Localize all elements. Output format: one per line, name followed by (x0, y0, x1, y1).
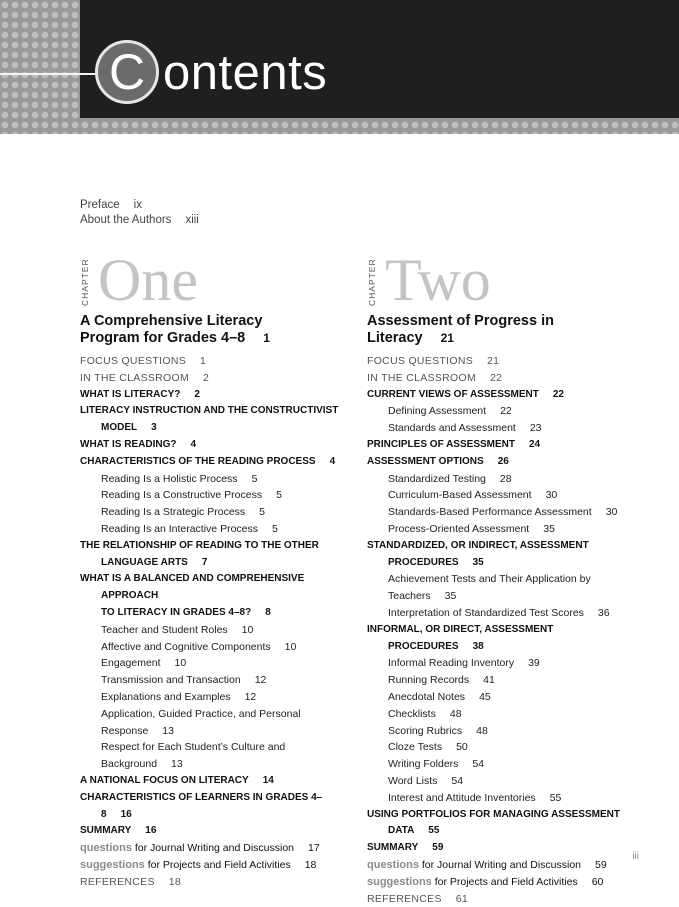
toc-entry-page: 39 (528, 657, 540, 669)
toc-entry-label: for Projects and Field Activities (435, 876, 578, 888)
toc-entry-label: Teacher and Student Roles (101, 624, 228, 636)
toc-entry-label: Affective and Cognitive Components (101, 641, 271, 653)
toc-entry-page: 17 (308, 842, 320, 854)
toc-entry-label: Application, Guided Practice, and Personal Response (101, 708, 301, 737)
front-matter-page: ix (134, 199, 142, 211)
toc-entry[interactable] (367, 454, 639, 471)
toc-entry-label: LITERACY INSTRUCTION AND THE CONSTRUCTIVIST (80, 405, 338, 416)
toc-entry-label: Reading Is a Holistic Process (101, 473, 238, 485)
toc-entry-label: Respect for Each Student’s Culture and Background (101, 741, 285, 770)
toc-entry[interactable] (367, 403, 639, 420)
toc-entry-page: 50 (456, 741, 468, 753)
toc-entry-page: 10 (285, 641, 297, 653)
toc-entry-label: Curriculum-Based Assessment (388, 489, 532, 501)
toc-entry-label: Checklists (388, 708, 436, 720)
toc-entry[interactable] (80, 672, 342, 689)
chapter-page: 1 (263, 331, 270, 345)
toc-entry-page: 30 (546, 489, 558, 501)
toc-entry[interactable] (80, 521, 342, 538)
toc-entry-keyword: questions (367, 859, 419, 871)
toc-entry[interactable] (80, 487, 342, 504)
toc-entry[interactable] (367, 706, 639, 723)
front-matter-page: xiii (185, 214, 198, 226)
toc-entry-label: THE RELATIONSHIP OF READING TO THE OTHER (80, 540, 319, 551)
toc-entry[interactable] (367, 420, 639, 437)
toc-entry-page: 2 (194, 389, 200, 400)
toc-entry[interactable] (367, 723, 639, 740)
front-matter (80, 198, 199, 228)
toc-entry-page: 24 (529, 439, 540, 450)
toc-entry[interactable] (367, 840, 639, 857)
toc-entry[interactable] (80, 874, 342, 891)
toc-entry[interactable] (80, 403, 342, 437)
toc-entry-page: 5 (259, 506, 265, 518)
toc-entry-label: Scoring Rubrics (388, 725, 462, 737)
toc-entry-label: WHAT IS A BALANCED AND COMPREHENSIVE APPROACH (80, 573, 304, 601)
chapter-two-entries (367, 353, 639, 907)
toc-entry[interactable] (80, 538, 342, 572)
toc-entry-label: INFORMAL, OR DIRECT, ASSESSMENT PROCEDURES (367, 624, 553, 652)
toc-entry-page: 38 (473, 641, 484, 652)
toc-entry-label: SUMMARY (80, 825, 131, 836)
chapter-label: CHAPTER (367, 262, 377, 306)
toc-entry[interactable] (80, 689, 342, 706)
chapter-number-word: Two (385, 248, 491, 312)
chapter-one-column (80, 252, 342, 891)
toc-entry-page: 1 (200, 355, 206, 367)
toc-entry-label: Standardized Testing (388, 473, 486, 485)
toc-entry[interactable] (367, 487, 639, 504)
toc-entry-page: 12 (245, 691, 257, 703)
toc-entry[interactable] (80, 773, 342, 790)
toc-entry-page: 13 (171, 758, 183, 770)
toc-entry-keyword: questions (80, 842, 132, 854)
toc-entry-label: IN THE CLASSROOM (367, 372, 476, 384)
toc-entry-page: 41 (483, 674, 495, 686)
toc-entry[interactable] (367, 437, 639, 454)
toc-entry-page: 59 (432, 842, 443, 853)
toc-entry-label: Engagement (101, 657, 161, 669)
toc-entry[interactable] (80, 437, 342, 454)
toc-entry-page: 23 (530, 422, 542, 434)
toc-entry[interactable] (80, 471, 342, 488)
toc-entry-label: for Projects and Field Activities (148, 859, 291, 871)
toc-entry[interactable] (367, 353, 639, 370)
toc-entry-label: STANDARDIZED, OR INDIRECT, ASSESSMENT (367, 540, 589, 551)
chapter-one-title[interactable] (80, 313, 342, 347)
chapter-number-word: One (98, 248, 198, 312)
toc-entry[interactable] (367, 571, 639, 605)
toc-entry-label: Informal Reading Inventory (388, 657, 514, 669)
toc-entry-label: Explanations and Examples (101, 691, 231, 703)
toc-entry[interactable] (367, 504, 639, 521)
toc-entry[interactable] (367, 807, 639, 841)
toc-entry[interactable] (367, 471, 639, 488)
toc-entry-page: 4 (330, 456, 336, 467)
toc-entry[interactable] (80, 454, 342, 471)
toc-entry[interactable] (80, 353, 342, 370)
toc-entry-page: 10 (242, 624, 254, 636)
toc-entry-label: USING PORTFOLIOS FOR MANAGING ASSESSMENT DATA (367, 809, 620, 837)
toc-entry[interactable] (367, 790, 639, 807)
toc-entry-page: 14 (263, 775, 274, 786)
toc-entry-label: PRINCIPLES OF ASSESSMENT (367, 439, 515, 450)
toc-entry-label: Standards and Assessment (388, 422, 516, 434)
page-title: ontents (163, 44, 327, 102)
toc-entry-label: SUMMARY (367, 842, 418, 853)
chapter-two-title[interactable] (367, 313, 639, 347)
toc-entry[interactable] (80, 739, 342, 773)
toc-entry-page: 45 (479, 691, 491, 703)
toc-entry[interactable] (367, 857, 639, 874)
toc-entry-page: 22 (490, 372, 502, 384)
toc-entry-page: 13 (162, 725, 174, 737)
chapter-one-entries (80, 353, 342, 891)
toc-entry[interactable] (80, 504, 342, 521)
toc-entry-page: 18 (169, 876, 181, 888)
toc-entry[interactable] (367, 773, 639, 790)
toc-entry-page: 28 (500, 473, 512, 485)
toc-entry-page: 48 (476, 725, 488, 737)
toc-entry-label: for Journal Writing and Discussion (135, 842, 294, 854)
toc-entry[interactable] (367, 521, 639, 538)
toc-entry[interactable] (367, 387, 639, 404)
toc-entry-keyword: suggestions (367, 876, 432, 888)
toc-entry-page: 3 (151, 422, 157, 433)
toc-entry[interactable] (367, 605, 639, 622)
toc-entry-label: FOCUS QUESTIONS (367, 355, 473, 367)
toc-entry[interactable] (367, 891, 639, 907)
toc-entry-page: 8 (265, 607, 271, 618)
toc-entry-page: 61 (456, 893, 468, 905)
toc-entry-label-continued: TO LITERACY IN GRADES 4–8? (101, 607, 251, 618)
toc-entry-page: 5 (252, 473, 258, 485)
toc-entry-label: CURRENT VIEWS OF ASSESSMENT (367, 389, 539, 400)
toc-entry-page: 54 (472, 758, 484, 770)
toc-entry-page: 60 (592, 876, 604, 888)
toc-entry-page: 48 (450, 708, 462, 720)
toc-entry-page: 7 (202, 557, 208, 568)
toc-entry[interactable] (80, 790, 342, 824)
toc-entry[interactable] (80, 370, 342, 387)
front-matter-item[interactable] (80, 213, 199, 228)
toc-entry-page: 35 (445, 590, 457, 602)
toc-entry-label: CHARACTERISTICS OF THE READING PROCESS (80, 456, 316, 467)
toc-entry-label: Defining Assessment (388, 405, 486, 417)
toc-entry-page: 16 (121, 809, 132, 820)
toc-entry-label-continued: PROCEDURES (388, 557, 459, 568)
front-matter-label: About the Authors (80, 214, 171, 226)
toc-entry-label: Achievement Tests and Their Application by Teachers (388, 573, 591, 602)
toc-entry-page: 21 (487, 355, 499, 367)
toc-entry-page: 5 (276, 489, 282, 501)
toc-entry-page: 4 (190, 439, 196, 450)
toc-entry-label: Process-Oriented Assessment (388, 523, 529, 535)
toc-entry[interactable] (80, 655, 342, 672)
toc-entry[interactable] (80, 706, 342, 740)
toc-entry-label: Running Records (388, 674, 469, 686)
toc-entry-label-continued: MODEL (101, 422, 137, 433)
toc-entry-label: Word Lists (388, 775, 437, 787)
toc-entry-label: FOCUS QUESTIONS (80, 355, 186, 367)
toc-entry-label: Writing Folders (388, 758, 458, 770)
toc-entry-label: WHAT IS LITERACY? (80, 389, 180, 400)
toc-entry-page: 2 (203, 372, 209, 384)
toc-entry-label: Anecdotal Notes (388, 691, 465, 703)
chapter-one-heading (80, 252, 342, 312)
toc-entry-label: Interest and Attitude Inventories (388, 792, 536, 804)
toc-entry-label: Reading Is a Strategic Process (101, 506, 245, 518)
front-matter-label: Preface (80, 199, 120, 211)
chapter-title-line: Assessment of Progress in Literacy (367, 313, 554, 346)
toc-entry-page: 55 (428, 825, 439, 836)
chapter-title-line: A Comprehensive Literacy (80, 313, 262, 329)
toc-entry[interactable] (80, 387, 342, 404)
toc-entry-page: 54 (451, 775, 463, 787)
chapter-label: CHAPTER (80, 262, 90, 306)
toc-entry[interactable] (367, 672, 639, 689)
toc-entry-label: REFERENCES (80, 876, 155, 888)
toc-entry-page: 10 (175, 657, 187, 669)
toc-entry-label: REFERENCES (367, 893, 442, 905)
toc-entry-keyword: suggestions (80, 859, 145, 871)
toc-entry-label: Standards-Based Performance Assessment (388, 506, 592, 518)
toc-entry-page: 16 (145, 825, 156, 836)
toc-entry[interactable] (80, 823, 342, 840)
toc-entry-page: 35 (473, 557, 484, 568)
toc-entry-label: IN THE CLASSROOM (80, 372, 189, 384)
toc-entry[interactable] (80, 639, 342, 656)
toc-entry[interactable] (367, 739, 639, 756)
toc-entry-page: 59 (595, 859, 607, 871)
toc-entry[interactable] (367, 874, 639, 891)
chapter-page: 21 (441, 331, 454, 345)
toc-entry[interactable] (367, 689, 639, 706)
toc-entry-label: for Journal Writing and Discussion (422, 859, 581, 871)
front-matter-item[interactable] (80, 198, 199, 213)
toc-entry-label: Reading Is an Interactive Process (101, 523, 258, 535)
toc-entry[interactable] (367, 622, 639, 656)
toc-entry-page: 26 (498, 456, 509, 467)
toc-entry[interactable] (367, 538, 639, 572)
chapter-title-line: Program for Grades 4–8 (80, 330, 245, 346)
toc-entry[interactable] (367, 370, 639, 387)
toc-entry-page: 22 (553, 389, 564, 400)
toc-entry-label: A NATIONAL FOCUS ON LITERACY (80, 775, 249, 786)
chapter-two-heading (367, 252, 639, 312)
toc-entry[interactable] (80, 571, 342, 621)
toc-entry-label-continued: LANGUAGE ARTS (101, 557, 188, 568)
toc-entry-page: 30 (606, 506, 618, 518)
toc-entry-page: 12 (255, 674, 267, 686)
title-initial-badge: C (95, 40, 159, 104)
toc-entry-page: 55 (550, 792, 562, 804)
toc-entry-page: 36 (598, 607, 610, 619)
toc-entry-page: 5 (272, 523, 278, 535)
toc-entry-page: 22 (500, 405, 512, 417)
page-folio: iii (632, 851, 639, 862)
toc-entry[interactable] (367, 655, 639, 672)
toc-entry-label: WHAT IS READING? (80, 439, 176, 450)
toc-entry-label: CHARACTERISTICS OF LEARNERS IN GRADES 4–8 (80, 792, 322, 820)
toc-entry-label: Reading Is a Constructive Process (101, 489, 262, 501)
toc-entry-page: 35 (543, 523, 555, 535)
toc-entry[interactable] (80, 840, 342, 857)
toc-entry-label: Interpretation of Standardized Test Scores (388, 607, 584, 619)
toc-entry-label: ASSESSMENT OPTIONS (367, 456, 484, 467)
toc-entry[interactable] (367, 756, 639, 773)
toc-entry-label: Transmission and Transaction (101, 674, 241, 686)
toc-entry[interactable] (80, 622, 342, 639)
toc-entry[interactable] (80, 857, 342, 874)
toc-entry-page: 18 (305, 859, 317, 871)
toc-entry-label: Cloze Tests (388, 741, 442, 753)
chapter-two-column (367, 252, 639, 907)
